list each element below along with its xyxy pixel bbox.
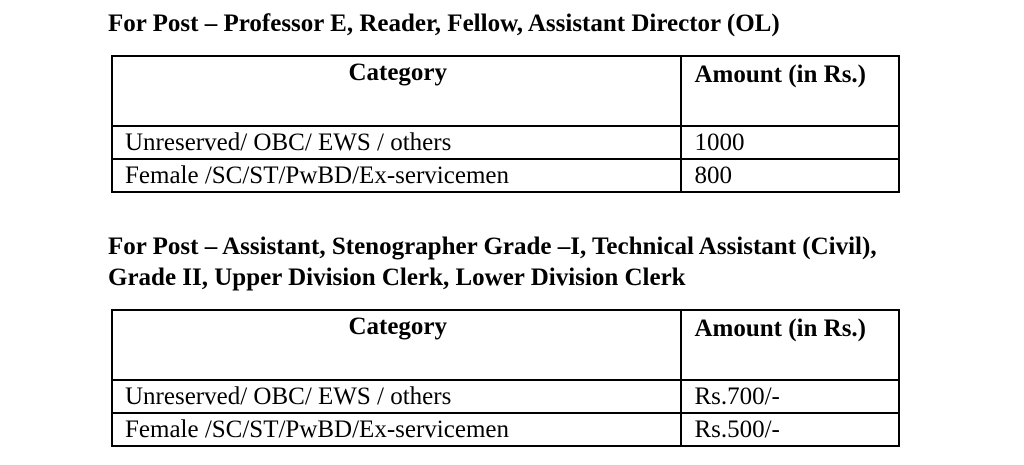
category-cell: Unreserved/ OBC/ EWS / others <box>112 126 681 159</box>
category-header: Category <box>112 56 681 126</box>
category-cell: Unreserved/ OBC/ EWS / others <box>112 380 681 413</box>
amount-header: Amount (in Rs.) <box>681 310 899 380</box>
amount-cell: 800 <box>681 159 899 192</box>
section-2-heading-line-2: Grade II, Upper Division Clerk, Lower Division Clerk <box>108 264 686 291</box>
amount-cell: Rs.700/- <box>681 380 899 413</box>
table-header-row <box>112 56 899 126</box>
table-row <box>112 159 899 192</box>
amount-cell: 1000 <box>681 126 899 159</box>
fee-table-1 <box>111 55 900 193</box>
section-1-heading: For Post – Professor E, Reader, Fellow, Assistant Director (OL) <box>108 10 780 37</box>
table-row <box>112 380 899 413</box>
category-header: Category <box>112 310 681 380</box>
table-row <box>112 126 899 159</box>
category-cell: Female /SC/ST/PwBD/Ex-servicemen <box>112 159 681 192</box>
category-cell: Female /SC/ST/PwBD/Ex-servicemen <box>112 413 681 446</box>
table-row <box>112 413 899 446</box>
table-header-row <box>112 310 899 380</box>
section-2-heading-line-1: For Post – Assistant, Stenographer Grade –I, Technical Assistant (Civil), <box>108 233 877 260</box>
amount-header: Amount (in Rs.) <box>681 56 899 126</box>
fee-table-2 <box>111 309 900 447</box>
section-2-heading <box>108 231 877 293</box>
amount-cell: Rs.500/- <box>681 413 899 446</box>
